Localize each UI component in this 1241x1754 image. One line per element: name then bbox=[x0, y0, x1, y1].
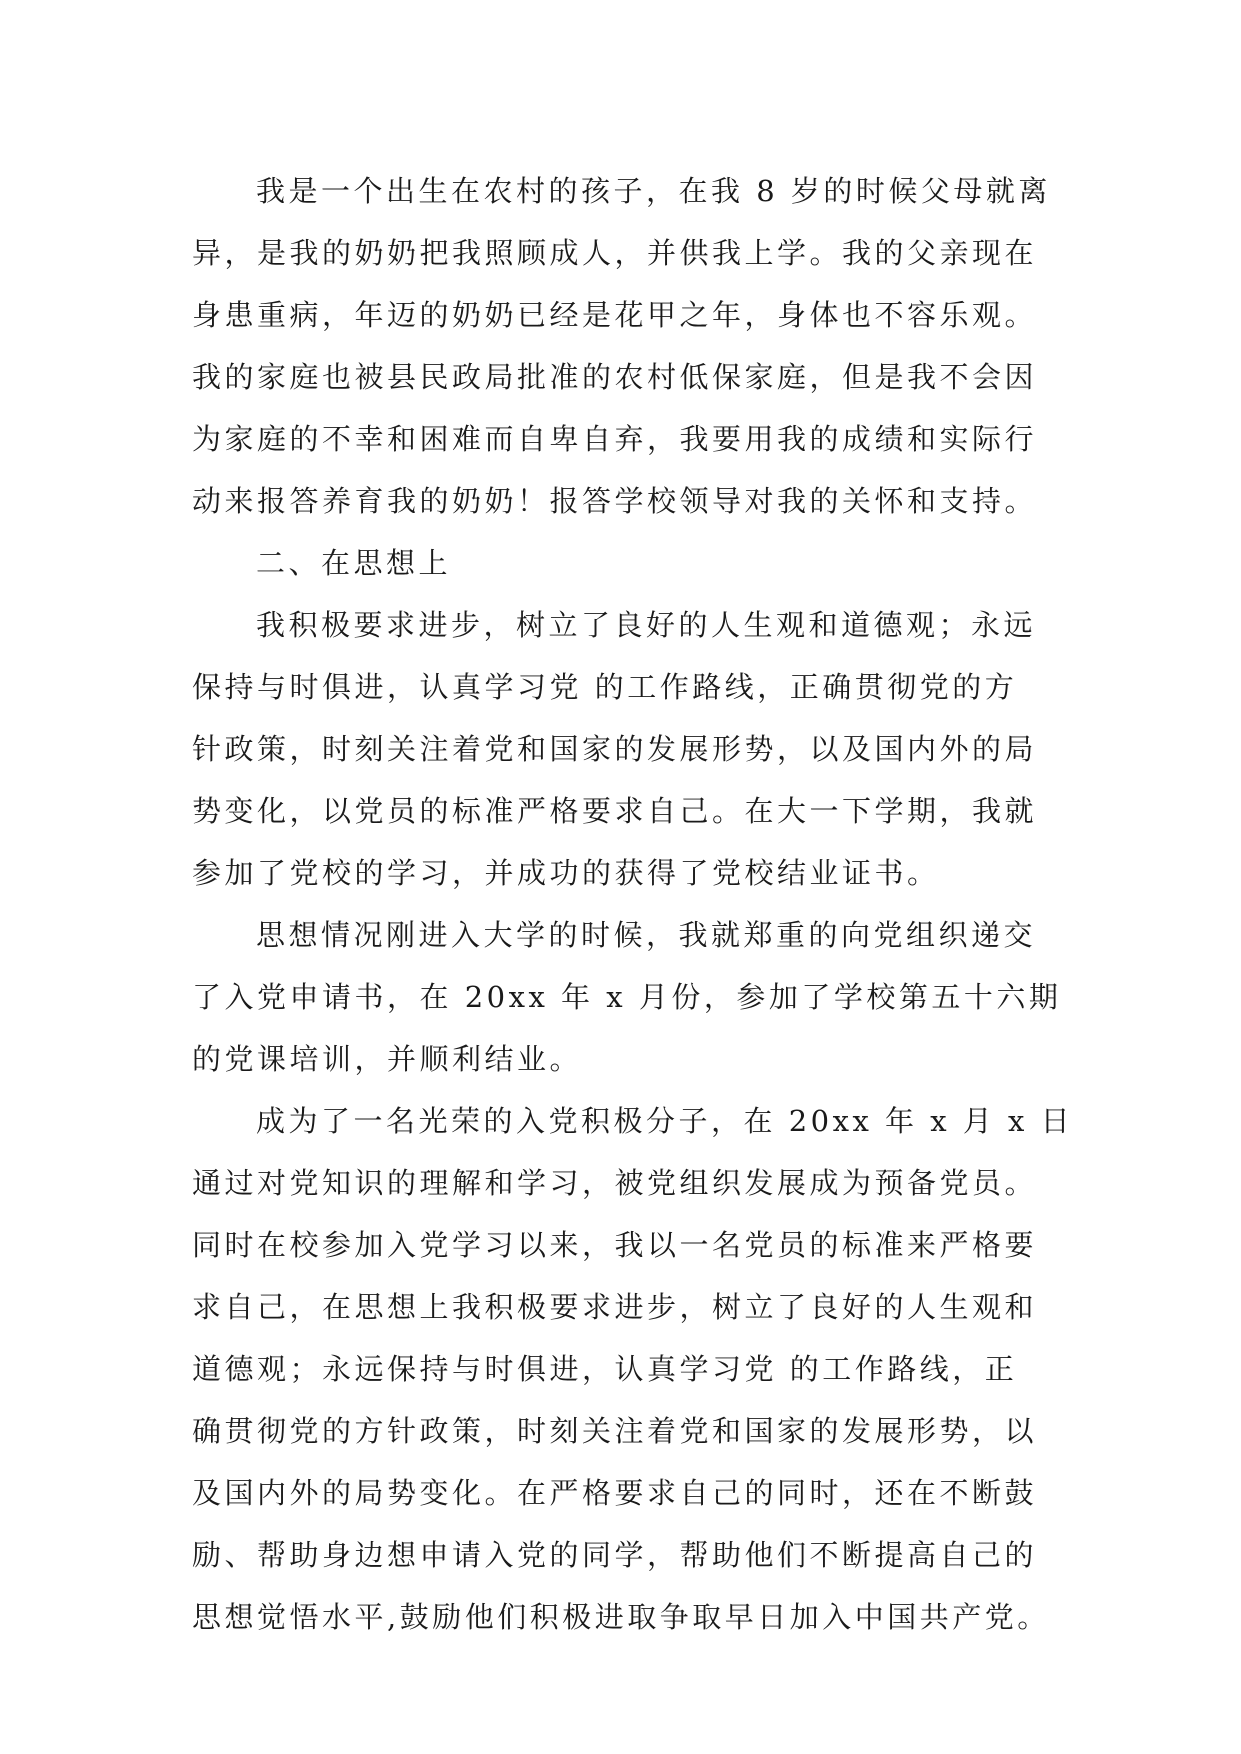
text-line: 参加了党校的学习，并成功的获得了党校结业证书。 bbox=[192, 856, 940, 890]
text-line: 道德观；永远保持与时俱进，认真学习党 的工作路线，正 bbox=[192, 1352, 1018, 1386]
text-line: 保持与时俱进，认真学习党 的工作路线，正确贯彻党的方 bbox=[192, 670, 1018, 704]
text-line: 势变化，以党员的标准严格要求自己。在大一下学期，我就 bbox=[192, 794, 1038, 828]
text-line: 的党课培训，并顺利结业。 bbox=[192, 1042, 583, 1076]
text-line: 及国内外的局势变化。在严格要求自己的同时，还在不断鼓 bbox=[192, 1476, 1038, 1510]
paragraph-party-application bbox=[192, 904, 1062, 1090]
text-line: 我的家庭也被县民政局批准的农村低保家庭，但是我不会因 bbox=[192, 360, 1038, 394]
heading-text: 二、在思想上 bbox=[256, 546, 452, 580]
text-line: 我积极要求进步，树立了良好的人生观和道德观；永远 bbox=[256, 608, 1037, 642]
text-line: 我是一个出生在农村的孩子，在我 8 岁的时候父母就离 bbox=[256, 174, 1051, 208]
paragraph-family-background bbox=[192, 160, 1062, 532]
text-line: 了入党申请书，在 20xx 年 x 月份，参加了学校第五十六期 bbox=[192, 980, 1062, 1014]
section-heading bbox=[192, 532, 1062, 594]
text-line: 同时在校参加入党学习以来，我以一名党员的标准来严格要 bbox=[192, 1228, 1038, 1262]
text-line: 异，是我的奶奶把我照顾成人，并供我上学。我的父亲现在 bbox=[192, 236, 1038, 270]
text-line: 思想觉悟水平,鼓励他们积极进取争取早日加入中国共产党。 bbox=[192, 1600, 1050, 1634]
text-line: 为家庭的不幸和困难而自卑自弃，我要用我的成绩和实际行 bbox=[192, 422, 1038, 456]
text-line: 通过对党知识的理解和学习，被党组织发展成为预备党员。 bbox=[192, 1166, 1038, 1200]
paragraph-ideology bbox=[192, 594, 1062, 904]
text-line: 确贯彻党的方针政策，时刻关注着党和国家的发展形势，以 bbox=[192, 1414, 1038, 1448]
text-line: 求自己，在思想上我积极要求进步，树立了良好的人生观和 bbox=[192, 1290, 1038, 1324]
paragraph-probationary-member bbox=[192, 1090, 1074, 1648]
text-line: 思想情况刚进入大学的时候，我就郑重的向党组织递交 bbox=[256, 918, 1037, 952]
text-line: 针政策，时刻关注着党和国家的发展形势，以及国内外的局 bbox=[192, 732, 1038, 766]
text-line: 励、帮助身边想申请入党的同学，帮助他们不断提高自己的 bbox=[192, 1538, 1038, 1572]
text-line: 成为了一名光荣的入党积极分子，在 20xx 年 x 月 x 日 bbox=[256, 1104, 1074, 1138]
text-line: 动来报答养育我的奶奶！报答学校领导对我的关怀和支持。 bbox=[192, 484, 1038, 518]
text-line: 身患重病，年迈的奶奶已经是花甲之年，身体也不容乐观。 bbox=[192, 298, 1038, 332]
document-body bbox=[192, 160, 1074, 1648]
